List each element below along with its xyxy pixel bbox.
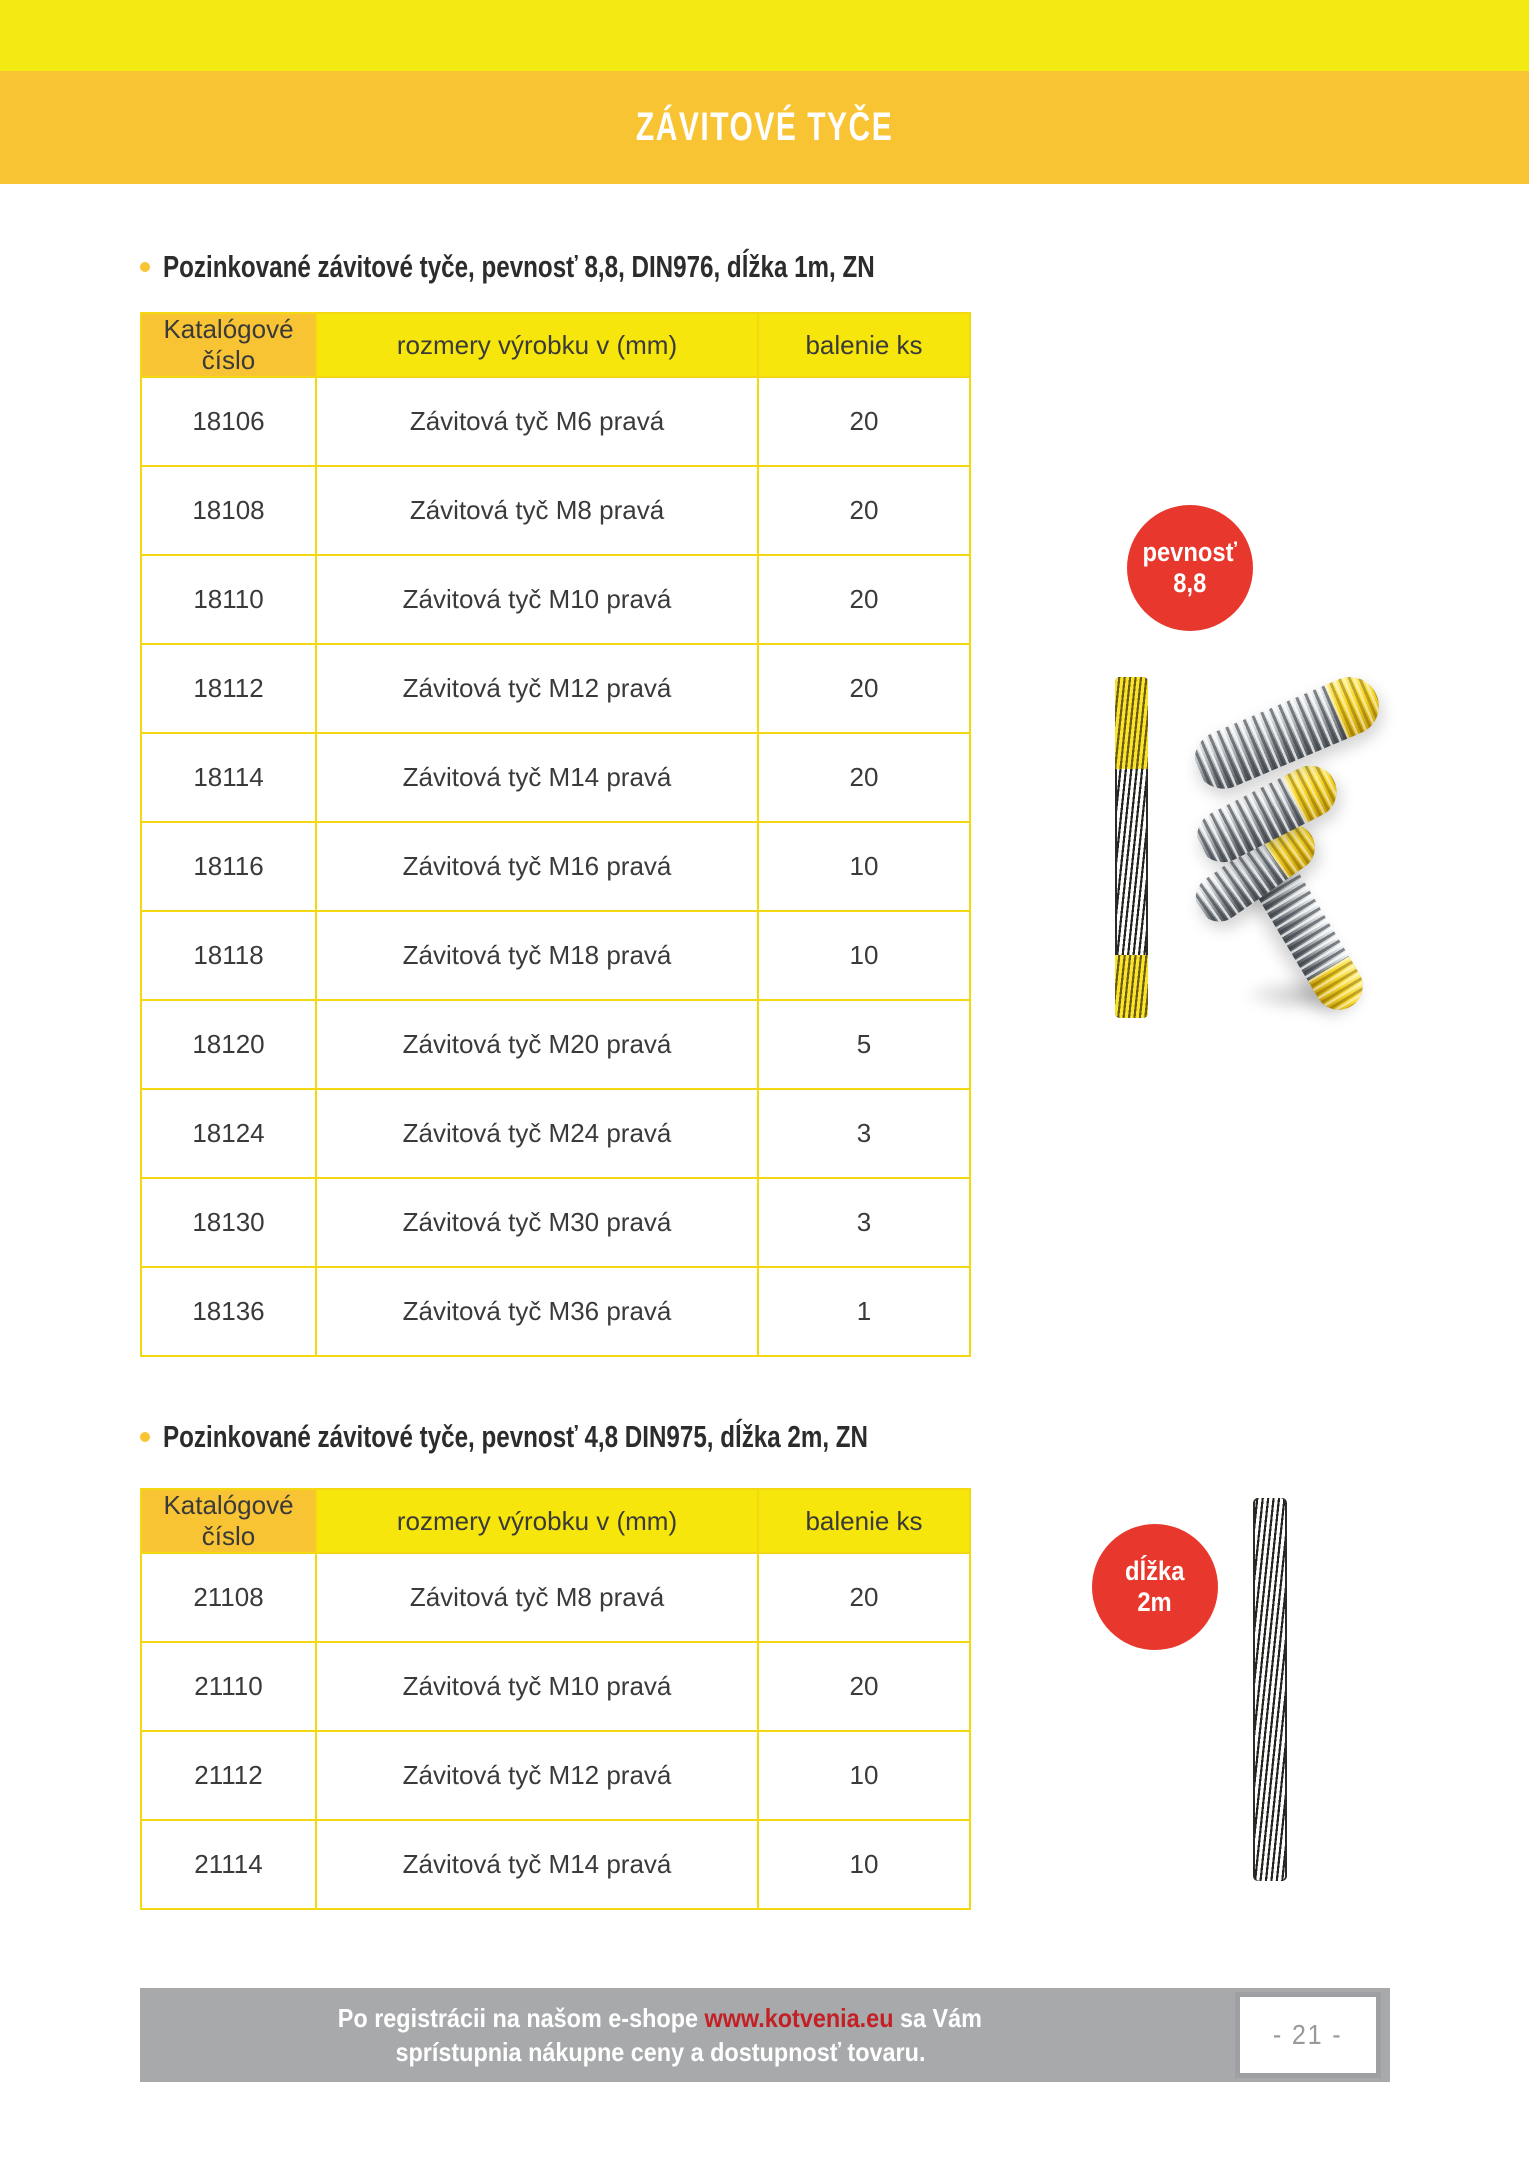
footer-line1	[338, 2001, 982, 2035]
product-size-cell: Závitová tyč M36 pravá	[316, 1267, 758, 1356]
product-size-cell: Závitová tyč M18 pravá	[316, 911, 758, 1000]
rod-yellow-cap	[1115, 955, 1148, 1018]
product-size-cell: Závitová tyč M14 pravá	[316, 1820, 758, 1909]
package-qty-cell: 20	[758, 466, 970, 555]
table-row	[141, 1553, 970, 1642]
kotvenia-link[interactable]: www.kotvenia.eu	[704, 2003, 894, 2033]
table-row	[141, 1000, 970, 1089]
catalog-table-din976	[140, 312, 971, 1357]
rod-yellow-tip	[1283, 757, 1346, 823]
length-badge	[1092, 1524, 1218, 1650]
product-size-cell: Závitová tyč M14 pravá	[316, 733, 758, 822]
col-header-catalog-number: Katalógové číslo	[141, 313, 316, 377]
footer-line1-before: Po registrácii na našom e-shope	[337, 2003, 705, 2033]
section2-heading-text: Pozinkované závitové tyče, pevnosť 4,8 DIN975, dĺžka 2m, ZN	[163, 1419, 869, 1454]
catalog-number-cell: 18106	[141, 377, 316, 466]
table-row	[141, 1820, 970, 1909]
footer-line1-after: sa Vám	[893, 2003, 983, 2033]
threaded-rod-2m-icon	[1253, 1498, 1287, 1881]
page-title: ZÁVITOVÉ TYČE	[635, 105, 894, 149]
table-row	[141, 377, 970, 466]
bullet-icon	[140, 262, 150, 272]
table-row	[141, 911, 970, 1000]
rod-yellow-tip	[1325, 668, 1388, 739]
strength-badge	[1127, 505, 1253, 631]
table-row	[141, 822, 970, 911]
table-header-row	[141, 313, 970, 377]
package-qty-cell: 20	[758, 1553, 970, 1642]
col-header-package-qty: balenie ks	[758, 1489, 970, 1553]
catalog-table-din975	[140, 1488, 971, 1910]
package-qty-cell: 20	[758, 644, 970, 733]
package-qty-cell: 20	[758, 1642, 970, 1731]
table-row	[141, 466, 970, 555]
product-size-cell: Závitová tyč M8 pravá	[316, 1553, 758, 1642]
table-row	[141, 555, 970, 644]
package-qty-cell: 1	[758, 1267, 970, 1356]
product-size-cell: Závitová tyč M6 pravá	[316, 377, 758, 466]
table-header-row	[141, 1489, 970, 1553]
top-yellow-bar	[0, 0, 1529, 71]
product-size-cell: Závitová tyč M10 pravá	[316, 1642, 758, 1731]
col-header-package-qty: balenie ks	[758, 313, 970, 377]
catalog-number-cell: 18116	[141, 822, 316, 911]
table-row	[141, 1731, 970, 1820]
col-header-catalog-number: Katalógové číslo	[141, 1489, 316, 1553]
catalog-number-cell: 18114	[141, 733, 316, 822]
table-row	[141, 1267, 970, 1356]
col-header-product-size: rozmery výrobku v (mm)	[316, 1489, 758, 1553]
product-size-cell: Závitová tyč M12 pravá	[316, 1731, 758, 1820]
catalog-number-cell: 18124	[141, 1089, 316, 1178]
footer-bar	[140, 1988, 1390, 2082]
package-qty-cell: 3	[758, 1089, 970, 1178]
strength-badge-value: 8,8	[1173, 568, 1207, 598]
product-size-cell: Závitová tyč M12 pravá	[316, 644, 758, 733]
table-row	[141, 1178, 970, 1267]
catalog-number-cell: 18110	[141, 555, 316, 644]
package-qty-cell: 10	[758, 911, 970, 1000]
table-row	[141, 1642, 970, 1731]
catalog-number-cell: 18120	[141, 1000, 316, 1089]
package-qty-cell: 10	[758, 822, 970, 911]
table-row	[141, 644, 970, 733]
threaded-rod-vertical-icon	[1115, 677, 1148, 1018]
package-qty-cell: 10	[758, 1820, 970, 1909]
bullet-icon	[140, 1432, 150, 1442]
package-qty-cell: 20	[758, 555, 970, 644]
package-qty-cell: 20	[758, 733, 970, 822]
catalog-number-cell: 18108	[141, 466, 316, 555]
product-size-cell: Závitová tyč M8 pravá	[316, 466, 758, 555]
rod-yellow-cap	[1115, 677, 1148, 769]
package-qty-cell: 20	[758, 377, 970, 466]
product-size-cell: Závitová tyč M30 pravá	[316, 1178, 758, 1267]
section1-heading-text: Pozinkované závitové tyče, pevnosť 8,8, DIN976, dĺžka 1m, ZN	[163, 249, 875, 284]
catalog-number-cell: 18118	[141, 911, 316, 1000]
catalog-number-cell: 21114	[141, 1820, 316, 1909]
strength-badge-label: pevnosť	[1142, 537, 1238, 567]
section1-heading	[140, 248, 1075, 286]
package-qty-cell: 5	[758, 1000, 970, 1089]
threaded-rods-photo	[1100, 640, 1440, 1040]
catalog-number-cell: 21110	[141, 1642, 316, 1731]
catalog-number-cell: 18112	[141, 644, 316, 733]
length-badge-value: 2m	[1137, 1587, 1173, 1617]
section2-heading	[140, 1418, 1067, 1456]
footer-text	[140, 1988, 1180, 2082]
page-number-box	[1235, 1992, 1381, 2078]
catalog-number-cell: 18136	[141, 1267, 316, 1356]
table-row	[141, 733, 970, 822]
length-badge-label: dĺžka	[1125, 1556, 1185, 1586]
page-number: - 21 -	[1273, 2019, 1343, 2050]
product-size-cell: Závitová tyč M20 pravá	[316, 1000, 758, 1089]
catalog-number-cell: 18130	[141, 1178, 316, 1267]
footer-line2: sprístupnia nákupne ceny a dostupnosť tovaru.	[394, 2037, 925, 2067]
catalog-number-cell: 21112	[141, 1731, 316, 1820]
product-size-cell: Závitová tyč M24 pravá	[316, 1089, 758, 1178]
catalog-number-cell: 21108	[141, 1553, 316, 1642]
product-size-cell: Závitová tyč M16 pravá	[316, 822, 758, 911]
package-qty-cell: 3	[758, 1178, 970, 1267]
package-qty-cell: 10	[758, 1731, 970, 1820]
title-band	[0, 71, 1529, 184]
table-row	[141, 1089, 970, 1178]
product-size-cell: Závitová tyč M10 pravá	[316, 555, 758, 644]
col-header-product-size: rozmery výrobku v (mm)	[316, 313, 758, 377]
